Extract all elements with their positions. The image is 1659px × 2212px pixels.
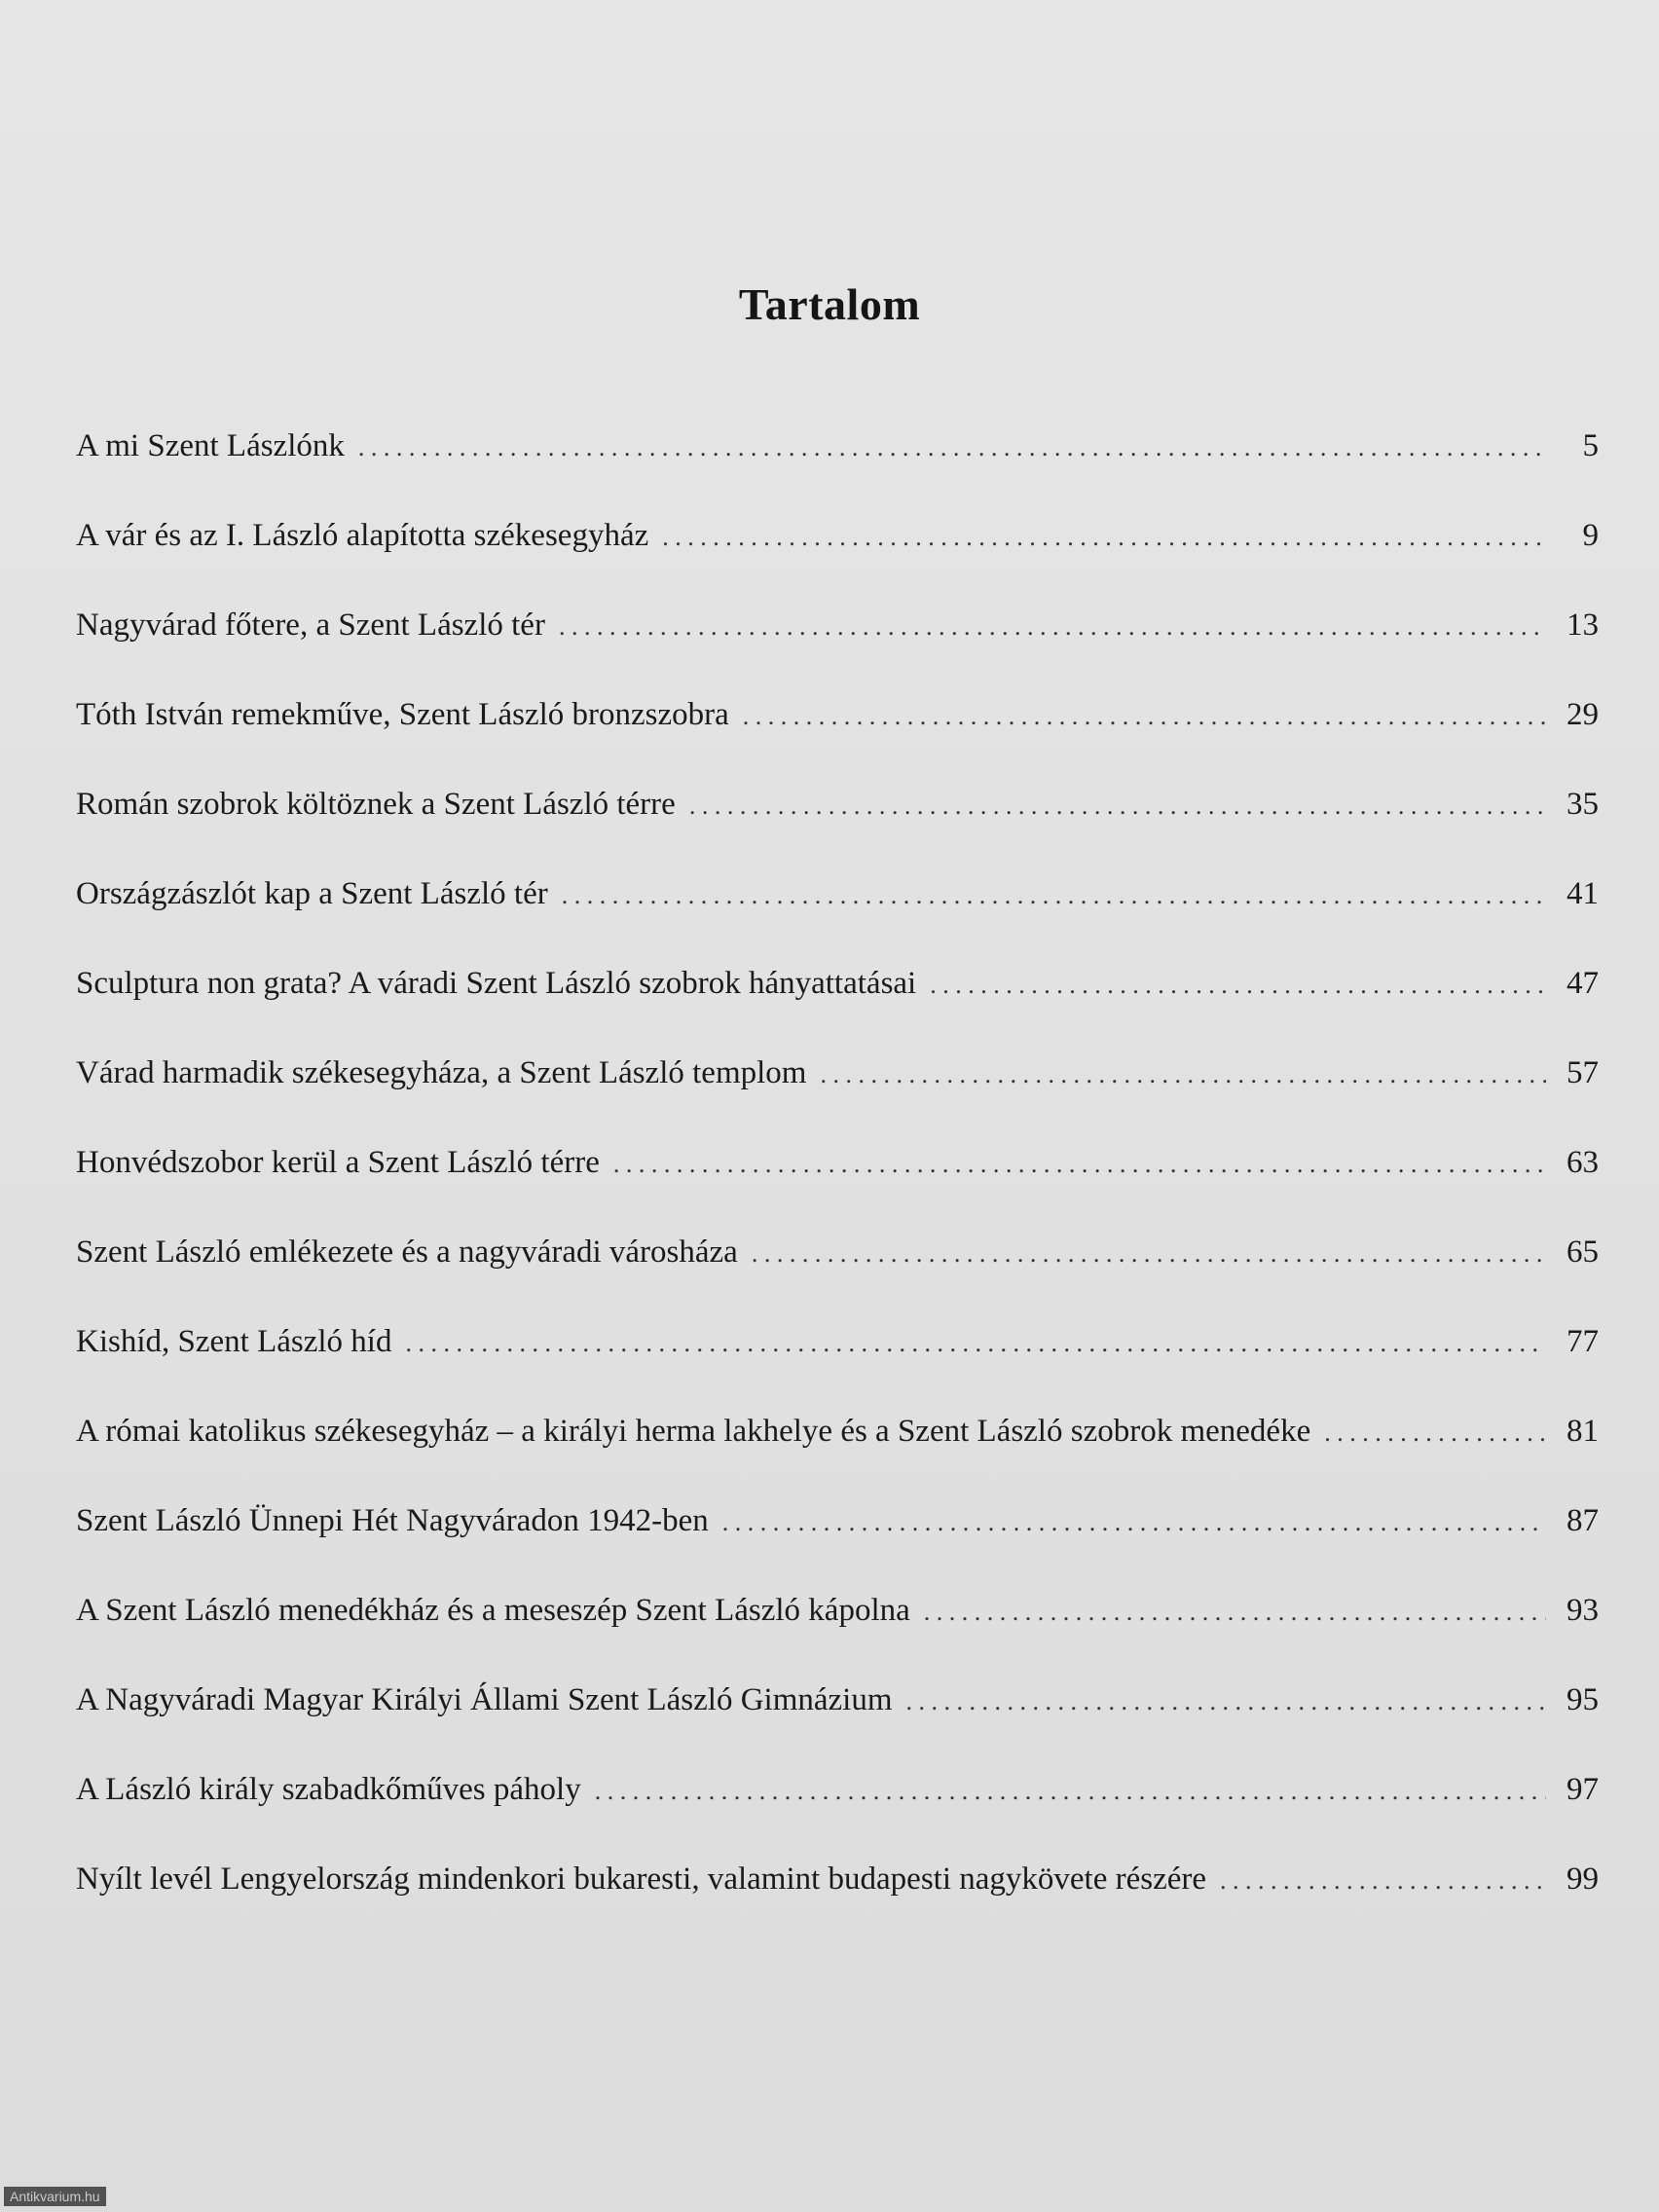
toc-entry-title: A római katolikus székesegyház – a királyi herma lakhelye és a Szent László szobrok menedéke	[76, 1414, 1311, 1449]
toc-entry-title: Sculptura non grata? A váradi Szent László szobrok hányattatásai	[76, 966, 917, 1001]
dot-leader	[689, 792, 1546, 821]
toc-entry-page: 47	[1567, 966, 1599, 1001]
toc-entry-page: 5	[1582, 428, 1599, 463]
toc-entry-page: 77	[1567, 1324, 1599, 1359]
toc-entry-page: 95	[1567, 1682, 1599, 1717]
toc-entry	[76, 1145, 1599, 1235]
toc-entry-title: Szent László Ünnepi Hét Nagyváradon 1942-ben	[76, 1503, 709, 1538]
dot-leader	[613, 1150, 1546, 1179]
toc-entry	[76, 1414, 1599, 1503]
toc-entry	[76, 1055, 1599, 1145]
toc-entry-title: A mi Szent Lászlónk	[76, 428, 345, 463]
toc-entry-title: Országzászlót kap a Szent László tér	[76, 876, 548, 911]
dot-leader	[1220, 1866, 1546, 1896]
toc-entry-page: 93	[1567, 1593, 1599, 1628]
dot-leader	[358, 433, 1546, 462]
toc-entry-page: 13	[1567, 608, 1599, 643]
toc-entry	[76, 787, 1599, 876]
toc-entry	[76, 428, 1599, 518]
watermark-label: Antikvarium.hu	[4, 2187, 106, 2206]
toc-entry-title: Nyílt levél Lengyelország mindenkori bukaresti, valamint budapesti nagykövete részére	[76, 1862, 1207, 1897]
toc-entry-title: Kishíd, Szent László híd	[76, 1324, 392, 1359]
table-of-contents	[76, 428, 1599, 1951]
toc-entry	[76, 697, 1599, 787]
toc-entry-page: 41	[1567, 876, 1599, 911]
toc-entry-page: 29	[1567, 697, 1599, 732]
dot-leader	[722, 1508, 1546, 1537]
toc-entry	[76, 1235, 1599, 1324]
toc-entry	[76, 1324, 1599, 1414]
dot-leader	[559, 612, 1546, 642]
toc-entry-title: Honvédszobor kerül a Szent László térre	[76, 1145, 600, 1180]
toc-entry-page: 9	[1582, 518, 1599, 553]
dot-leader	[662, 523, 1546, 552]
toc-entry	[76, 1772, 1599, 1862]
toc-entry-page: 65	[1567, 1235, 1599, 1270]
toc-entry	[76, 518, 1599, 608]
toc-entry	[76, 1503, 1599, 1593]
toc-entry-page: 57	[1567, 1055, 1599, 1090]
toc-entry-page: 63	[1567, 1145, 1599, 1180]
toc-entry	[76, 876, 1599, 966]
toc-entry-page: 97	[1567, 1772, 1599, 1807]
dot-leader	[595, 1777, 1546, 1806]
toc-entry-page: 87	[1567, 1503, 1599, 1538]
toc-entry	[76, 1682, 1599, 1772]
toc-entry	[76, 1862, 1599, 1951]
toc-entry-title: Várad harmadik székesegyháza, a Szent László templom	[76, 1055, 807, 1090]
dot-leader	[752, 1239, 1546, 1269]
toc-entry-title: A László király szabadkőműves páholy	[76, 1772, 581, 1807]
dot-leader	[930, 971, 1546, 1000]
toc-entry-title: Nagyvárad főtere, a Szent László tér	[76, 608, 545, 643]
toc-entry	[76, 608, 1599, 697]
toc-entry-title: A vár és az I. László alapította székesegyház	[76, 518, 649, 553]
dot-leader	[820, 1060, 1546, 1089]
page-title: Tartalom	[738, 279, 921, 329]
dot-leader	[405, 1329, 1546, 1358]
toc-entry	[76, 966, 1599, 1055]
dot-leader	[562, 881, 1546, 910]
toc-entry-title: Tóth István remekműve, Szent László bronzszobra	[76, 697, 729, 732]
toc-entry-page: 81	[1567, 1414, 1599, 1449]
toc-entry-title: A Szent László menedékház és a meseszép Szent László kápolna	[76, 1593, 910, 1628]
dot-leader	[906, 1687, 1546, 1716]
toc-entry-page: 99	[1567, 1862, 1599, 1897]
dot-leader	[1324, 1419, 1546, 1448]
toc-entry-title: A Nagyváradi Magyar Királyi Állami Szent László Gimnázium	[76, 1682, 893, 1717]
toc-entry-title: Román szobrok költöznek a Szent László térre	[76, 787, 676, 822]
toc-entry-page: 35	[1567, 787, 1599, 822]
dot-leader	[743, 702, 1546, 731]
dot-leader	[924, 1598, 1546, 1627]
toc-entry	[76, 1593, 1599, 1682]
toc-entry-title: Szent László emlékezete és a nagyváradi városháza	[76, 1235, 738, 1270]
